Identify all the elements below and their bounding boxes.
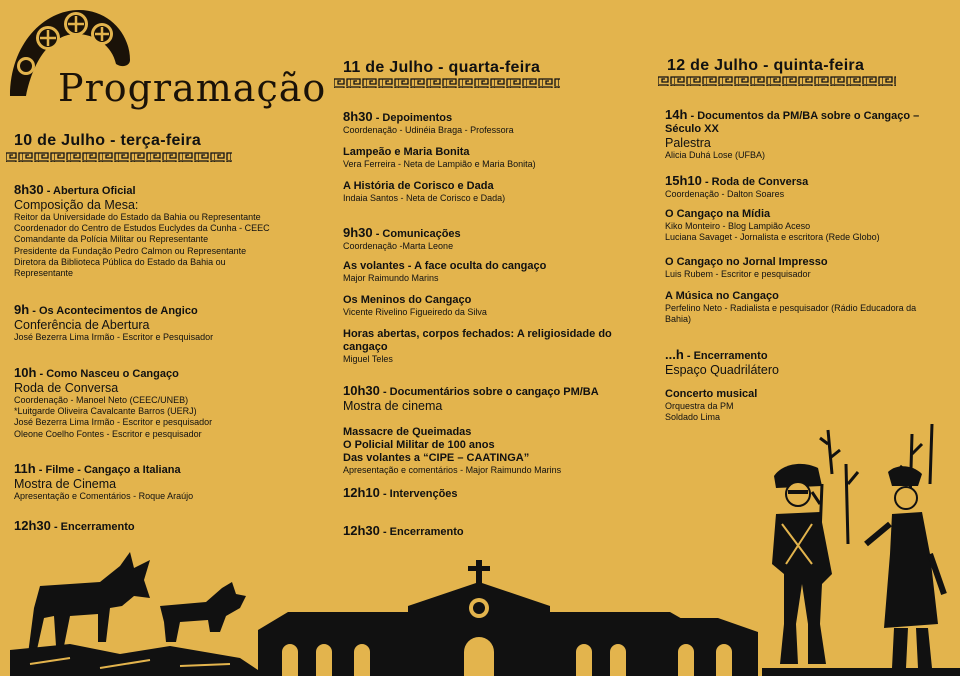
event: As volantes - A face oculta do cangaço Major Raimundo Marins: [343, 260, 547, 283]
event: 9h30 - Comunicações Coordenação -Marta Leone: [343, 225, 461, 251]
day-2-column: [343, 110, 643, 539]
day-3-column: [665, 108, 955, 423]
event: 11h - Filme - Cangaço a Italiana Mostra de Cinema Apresentação e Comentários - Roque Araújo: [14, 461, 194, 501]
event: 12h10 - Intervenções: [343, 485, 458, 500]
event: O Cangaço na Mídia Kiko Monteiro - Blog Lampião Aceso Luciana Savaget - Jornalista e escritora (Rede Globo): [665, 208, 880, 243]
event: Massacre de Queimadas O Policial Militar de 100 anos Das volantes a “CIPE – CAATINGA” Apresentação e comentários - Major Raimundo Marins: [343, 426, 562, 475]
event: 10h - Como Nasceu o Cangaço Roda de Conversa Coordenação - Manoel Neto (CEEC/UNEB) *Luitgarde Oliveira Cavalcante Barros (UERJ) José Bezerra Lima Irmão - Escritor e pesquisador Oleone Coelho Fontes - Escritor e pesquisador: [14, 365, 213, 439]
event: Os Meninos do Cangaço Vicente Rivelino Figueiredo da Silva: [343, 294, 487, 317]
greek-border-2: [334, 78, 560, 88]
event: 9h - Os Acontecimentos de Angico Conferência de Abertura José Bezerra Lima Irmão - Escritor e Pesquisador: [14, 302, 214, 342]
day-heading-2: 11 de Julho - quarta-feira: [343, 59, 541, 76]
day-1-column: [14, 183, 314, 534]
event: Lampeão e Maria Bonita Vera Ferreira - Neta de Lampião e Maria Bonita): [343, 146, 536, 169]
event: 8h30 - Abertura Oficial Composição da Mesa: Reitor da Universidade do Estado da Bahia ou Representante Coordenador do Centro de Estudos Euclydes da Cunha - CEEC Comandante da Polícia Militar ou Representante Presidente da Fundação Pedro Calmon ou Representante Diretora da Biblioteca Pública do Estado da Bahia ou Representante: [14, 182, 270, 279]
event: 10h30 - Documentários sobre o cangaço PM/BA Mostra de cinema: [343, 383, 599, 413]
event: 15h10 - Roda de Conversa Coordenação - Dalton Soares: [665, 173, 809, 199]
event: A Música no Cangaço Perfelino Neto - Radialista e pesquisador (Rádio Educadora da Bahia): [665, 290, 917, 325]
event: A História de Corisco e Dada Indaia Santos - Neta de Corisco e Dada): [343, 180, 506, 203]
event: O Cangaço no Jornal Impresso Luis Rubem - Escritor e pesquisador: [665, 256, 828, 279]
goat-silhouette-icon: [10, 546, 260, 676]
event: 12h30 - Encerramento: [14, 518, 135, 533]
event: 8h30 - Depoimentos Coordenação - Udinéia Braga - Professora: [343, 109, 514, 135]
page-title: Programação: [58, 66, 327, 110]
event: 12h30 - Encerramento: [343, 523, 464, 538]
church-silhouette-icon: [258, 556, 758, 676]
event: Concerto musical Orquestra da PM Soldado Lima: [665, 388, 758, 423]
event: ...h - Encerramento Espaço Quadrilátero: [665, 347, 779, 377]
greek-border-3: [658, 76, 896, 86]
greek-border-1: [6, 152, 232, 162]
cangaceiro-couple-silhouette-icon: [762, 424, 960, 676]
event: Horas abertas, corpos fechados: A religiosidade do cangaço Miguel Teles: [343, 328, 612, 364]
event: 14h - Documentos da PM/BA sobre o Cangaço – Século XX Palestra Alicia Duhá Lose (UFBA): [665, 107, 920, 160]
day-heading-1: 10 de Julho - terça-feira: [14, 132, 202, 149]
day-heading-3: 12 de Julho - quinta-feira: [667, 57, 865, 74]
